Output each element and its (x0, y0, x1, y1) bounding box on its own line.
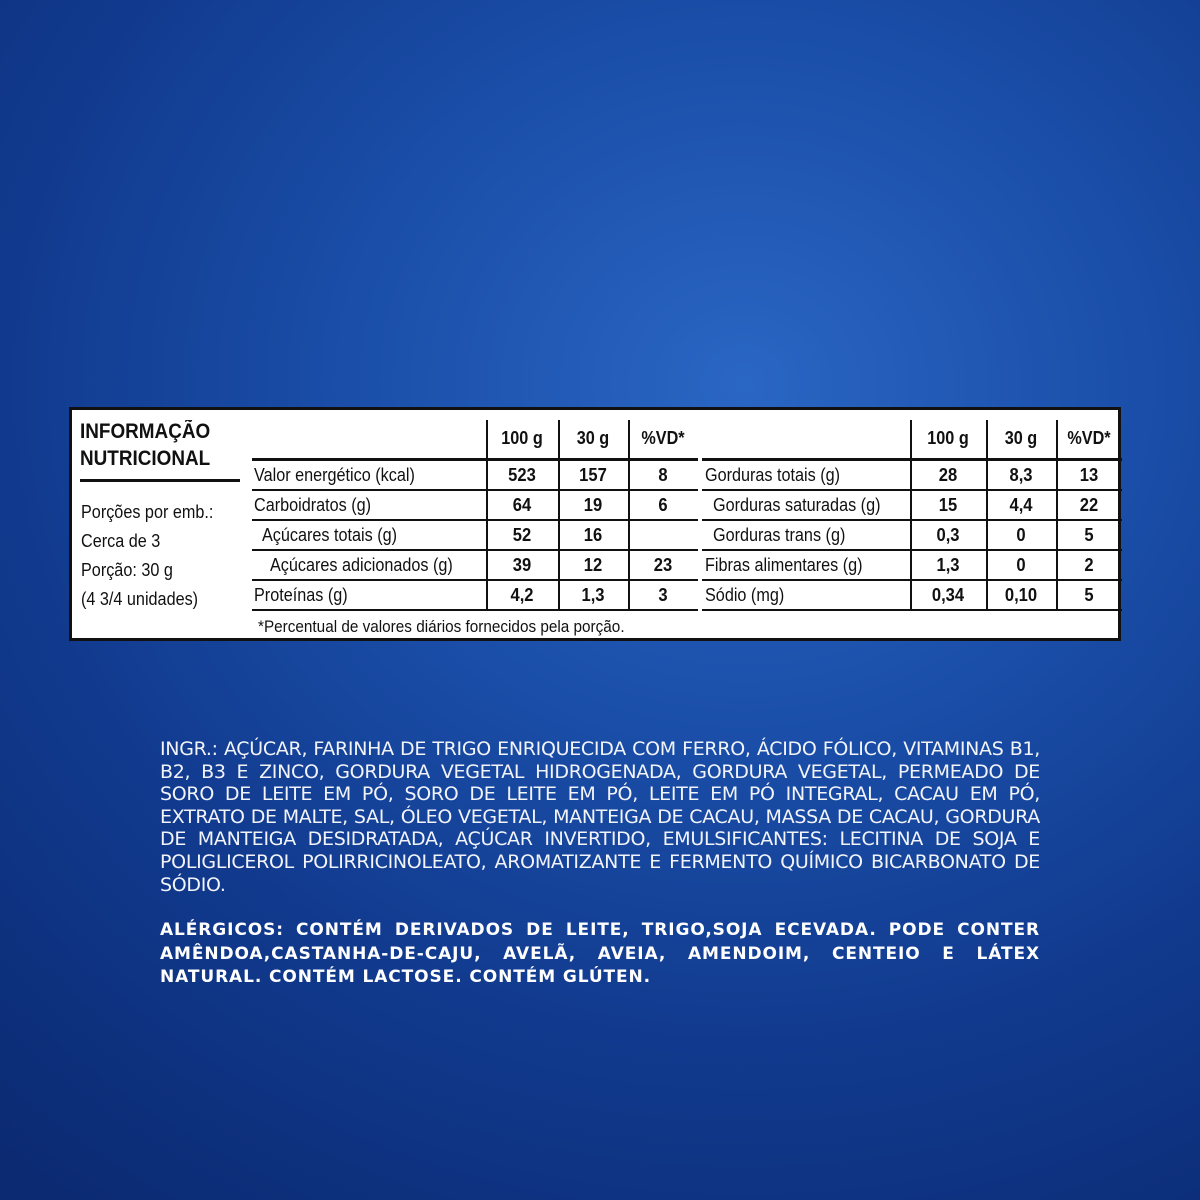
left-row-label: Valor energético (kcal) (254, 465, 415, 485)
right-row-label: Gorduras trans (g) (713, 525, 846, 545)
right-row-divider (702, 549, 1122, 551)
left-row-label: Proteínas (g) (254, 585, 348, 605)
right-row-v30: 0 (1016, 555, 1026, 575)
right-header-100g: 100 g (927, 428, 969, 448)
left-row-v100: 64 (512, 495, 532, 515)
left-row-v30: 16 (583, 525, 603, 545)
left-row-v100: 39 (512, 555, 532, 575)
right-row-v100: 15 (938, 495, 958, 515)
servings-per-package: Porções por emb.: (81, 502, 214, 522)
left-row-vd: 8 (658, 465, 668, 485)
left-row-label: Açúcares adicionados (g) (270, 555, 453, 575)
right-row-label: Gorduras totais (g) (705, 465, 841, 485)
title-underline (80, 479, 240, 482)
left-row-v100: 52 (512, 525, 532, 545)
right-row-label: Gorduras saturadas (g) (713, 495, 881, 515)
nutrition-title (80, 418, 215, 472)
left-row-v30: 157 (579, 465, 607, 485)
left-row-divider (252, 609, 698, 611)
left-row-v30: 12 (583, 555, 603, 575)
left-row-v30: 19 (583, 495, 603, 515)
left-row-v100: 523 (508, 465, 536, 485)
right-row-label: Sódio (mg) (705, 585, 785, 605)
left-row-divider (252, 579, 698, 581)
right-row-divider (702, 489, 1122, 491)
right-row-divider (702, 519, 1122, 521)
right-row-v100: 0,34 (931, 585, 965, 605)
right-row-v30: 4,4 (1009, 495, 1033, 515)
nutrition-title-line2: NUTRICIONAL (80, 447, 211, 470)
left-row-divider (252, 519, 698, 521)
left-row-divider (252, 549, 698, 551)
left-row-vd: 6 (658, 495, 668, 515)
left-row-v100: 4,2 (510, 585, 534, 605)
right-row-vd: 2 (1084, 555, 1094, 575)
right-row-v100: 1,3 (936, 555, 960, 575)
right-row-divider (702, 579, 1122, 581)
left-row-vd: 3 (658, 585, 668, 605)
right-column-divider (1056, 420, 1058, 610)
right-row-divider (702, 609, 1122, 611)
portion-size: Porção: 30 g (81, 560, 173, 580)
right-row-label: Fibras alimentares (g) (705, 555, 863, 575)
right-row-v100: 0,3 (936, 525, 960, 545)
right-header-divider (702, 458, 1122, 461)
right-column-divider (986, 420, 988, 610)
left-row-label: Carboidratos (g) (254, 495, 372, 515)
left-header-100g: 100 g (501, 428, 543, 448)
left-row-vd: 23 (653, 555, 673, 575)
right-row-vd: 5 (1084, 585, 1094, 605)
left-row-label: Açúcares totais (g) (262, 525, 398, 545)
nutrition-title-line1: INFORMAÇÃO (80, 420, 211, 443)
servings-count: Cerca de 3 (81, 531, 161, 551)
left-column-divider (558, 420, 560, 610)
portion-units: (4 3/4 unidades) (81, 589, 199, 609)
right-row-vd: 13 (1079, 465, 1099, 485)
ingredients-text: INGR.: AÇÚCAR, FARINHA DE TRIGO ENRIQUECIDA COM FERRO, ÁCIDO FÓLICO, VITAMINAS B1, B2, B3 E ZINCO, GORDURA VEGETAL HIDROGENADA, GORDURA VEGETAL, PERMEADO DE SORO DE LEITE EM PÓ, SORO DE LEITE EM PÓ, LEITE EM PÓ INTEGRAL, CACAU EM PÓ, EXTRATO DE MALTE, SAL, ÓLEO VEGETAL, MANTEIGA DE CACAU, MASSA DE CACAU, GORDURA DE MANTEIGA DESIDRATADA, AÇÚCAR INVERTIDO, EMULSIFICANTES: LECITINA DE SOJA E POLIGLICEROL POLIRRICINOLEATO, AROMATIZANTE E FERMENTO QUÍMICO BICARBONATO DE SÓDIO. (160, 738, 1040, 896)
nutrition-facts-panel (69, 407, 1121, 641)
right-row-v30: 8,3 (1009, 465, 1033, 485)
right-column-divider (910, 420, 912, 610)
left-header-30g: 30 g (576, 428, 610, 448)
right-header-vd: %VD* (1067, 428, 1111, 448)
right-row-v100: 28 (938, 465, 958, 485)
right-header-30g: 30 g (1004, 428, 1038, 448)
left-row-v30: 1,3 (581, 585, 605, 605)
right-row-v30: 0,10 (1004, 585, 1038, 605)
left-column-divider (486, 420, 488, 610)
daily-value-footnote: *Percentual de valores diários fornecidos pela porção. (258, 617, 625, 636)
allergens-text: ALÉRGICOS: CONTÉM DERIVADOS DE LEITE, TRIGO,SOJA ECEVADA. PODE CONTER AMÊNDOA,CASTANHA-DE-CAJU, AVELÃ, AVEIA, AMENDOIM, CENTEIO E LÁTEX NATURAL. CONTÉM LACTOSE. CONTÉM GLÚTEN. (160, 920, 1040, 987)
right-row-v30: 0 (1016, 525, 1026, 545)
right-row-vd: 22 (1079, 495, 1099, 515)
left-header-divider (252, 458, 698, 461)
left-column-divider (628, 420, 630, 610)
right-row-vd: 5 (1084, 525, 1094, 545)
portion-info (81, 498, 213, 614)
left-row-divider (252, 489, 698, 491)
left-header-vd: %VD* (641, 428, 685, 448)
